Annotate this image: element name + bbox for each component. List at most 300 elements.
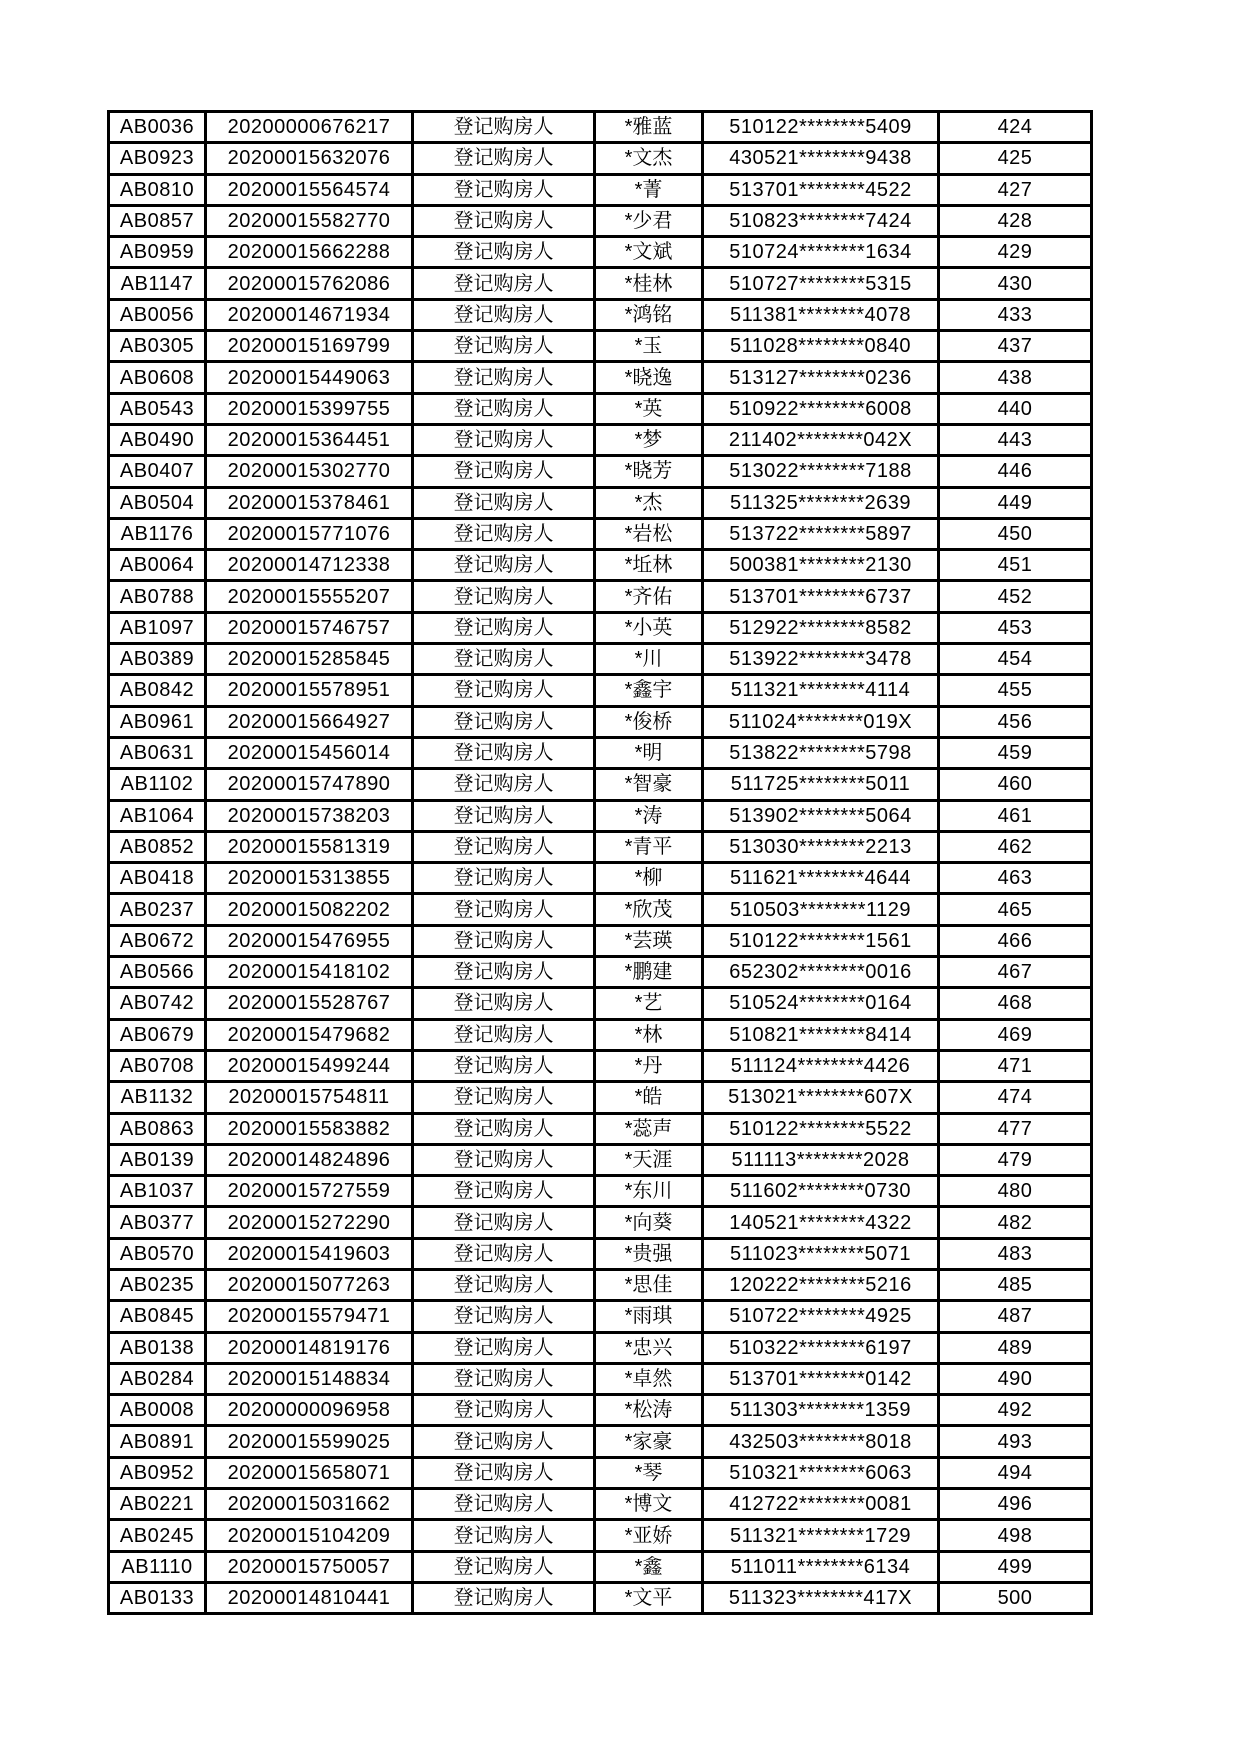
cell-seq: 449 [939,487,1092,518]
cell-type: 登记购房人 [413,581,595,612]
cell-seq: 487 [939,1301,1092,1332]
cell-id_masked: 513822********5798 [703,737,939,768]
table-row [109,487,1092,518]
cell-code: AB0631 [109,737,206,768]
buyer-registration-table [107,110,1093,1615]
cell-id_masked: 511381********4078 [703,299,939,330]
cell-reg_no: 20200015658071 [206,1457,413,1488]
cell-reg_no: 20200015746757 [206,612,413,643]
table-row [109,1457,1092,1488]
cell-name: *芸瑛 [595,925,703,956]
cell-code: AB0863 [109,1113,206,1144]
cell-reg_no: 20200014712338 [206,550,413,581]
cell-code: AB1097 [109,612,206,643]
table-row [109,644,1092,675]
cell-type: 登记购房人 [413,1113,595,1144]
cell-code: AB0418 [109,863,206,894]
cell-type: 登记购房人 [413,737,595,768]
cell-reg_no: 20200015582770 [206,205,413,236]
cell-id_masked: 140521********4322 [703,1207,939,1238]
cell-code: AB0008 [109,1395,206,1426]
cell-type: 登记购房人 [413,675,595,706]
cell-code: AB0504 [109,487,206,518]
cell-type: 登记购房人 [413,1426,595,1457]
cell-name: *鹏建 [595,957,703,988]
cell-type: 登记购房人 [413,112,595,143]
cell-type: 登记购房人 [413,831,595,862]
cell-seq: 443 [939,424,1092,455]
cell-type: 登记购房人 [413,487,595,518]
cell-name: *贵强 [595,1238,703,1269]
cell-code: AB0237 [109,894,206,925]
cell-name: *英 [595,393,703,424]
cell-type: 登记购房人 [413,237,595,268]
cell-type: 登记购房人 [413,1207,595,1238]
cell-id_masked: 510503********1129 [703,894,939,925]
cell-reg_no: 20200014819176 [206,1332,413,1363]
cell-name: *卓然 [595,1363,703,1394]
cell-id_masked: 513701********6737 [703,581,939,612]
cell-type: 登记购房人 [413,1520,595,1551]
cell-type: 登记购房人 [413,1019,595,1050]
cell-id_masked: 510922********6008 [703,393,939,424]
cell-code: AB0570 [109,1238,206,1269]
cell-type: 登记购房人 [413,393,595,424]
cell-seq: 437 [939,331,1092,362]
cell-id_masked: 510727********5315 [703,268,939,299]
cell-name: *智豪 [595,769,703,800]
cell-reg_no: 20200014671934 [206,299,413,330]
cell-id_masked: 510524********0164 [703,988,939,1019]
cell-code: AB0245 [109,1520,206,1551]
cell-type: 登记购房人 [413,800,595,831]
cell-reg_no: 20200015738203 [206,800,413,831]
cell-id_masked: 510322********6197 [703,1332,939,1363]
cell-seq: 485 [939,1269,1092,1300]
cell-type: 登记购房人 [413,174,595,205]
cell-seq: 446 [939,456,1092,487]
cell-reg_no: 20200015578951 [206,675,413,706]
cell-id_masked: 510823********7424 [703,205,939,236]
cell-name: *欣茂 [595,894,703,925]
table-row [109,1520,1092,1551]
cell-name: *博文 [595,1489,703,1520]
cell-seq: 438 [939,362,1092,393]
cell-name: *艺 [595,988,703,1019]
cell-type: 登记购房人 [413,424,595,455]
cell-code: AB0842 [109,675,206,706]
cell-code: AB0679 [109,1019,206,1050]
cell-name: *文平 [595,1582,703,1613]
cell-reg_no: 20200015581319 [206,831,413,862]
cell-type: 登记购房人 [413,1457,595,1488]
cell-id_masked: 513701********4522 [703,174,939,205]
table-row [109,1301,1092,1332]
cell-id_masked: 510122********5409 [703,112,939,143]
cell-name: *文斌 [595,237,703,268]
cell-type: 登记购房人 [413,1363,595,1394]
cell-reg_no: 20200015364451 [206,424,413,455]
cell-name: *鸿铭 [595,299,703,330]
cell-seq: 463 [939,863,1092,894]
cell-seq: 452 [939,581,1092,612]
cell-name: *晓芳 [595,456,703,487]
cell-name: *齐佑 [595,581,703,612]
cell-id_masked: 513722********5897 [703,518,939,549]
cell-name: *川 [595,644,703,675]
cell-seq: 424 [939,112,1092,143]
cell-type: 登记购房人 [413,362,595,393]
cell-id_masked: 510321********6063 [703,1457,939,1488]
cell-id_masked: 511323********417X [703,1582,939,1613]
cell-id_masked: 511321********1729 [703,1520,939,1551]
cell-code: AB0923 [109,143,206,174]
cell-type: 登记购房人 [413,706,595,737]
cell-name: *松涛 [595,1395,703,1426]
cell-code: AB0961 [109,706,206,737]
cell-code: AB0036 [109,112,206,143]
cell-id_masked: 511321********4114 [703,675,939,706]
cell-seq: 499 [939,1551,1092,1582]
table-row [109,1582,1092,1613]
table-row [109,769,1092,800]
cell-type: 登记购房人 [413,1551,595,1582]
cell-id_masked: 513701********0142 [703,1363,939,1394]
cell-reg_no: 20200015169799 [206,331,413,362]
cell-seq: 465 [939,894,1092,925]
cell-reg_no: 20200015104209 [206,1520,413,1551]
cell-reg_no: 20200015579471 [206,1301,413,1332]
table-row [109,988,1092,1019]
cell-code: AB0235 [109,1269,206,1300]
table-row [109,925,1092,956]
table-row [109,205,1092,236]
cell-seq: 490 [939,1363,1092,1394]
cell-type: 登记购房人 [413,1238,595,1269]
cell-type: 登记购房人 [413,205,595,236]
cell-reg_no: 20200015762086 [206,268,413,299]
table-row [109,268,1092,299]
cell-code: AB0138 [109,1332,206,1363]
cell-code: AB0064 [109,550,206,581]
cell-name: *青平 [595,831,703,862]
cell-seq: 477 [939,1113,1092,1144]
cell-code: AB0852 [109,831,206,862]
cell-type: 登记购房人 [413,769,595,800]
table-row [109,1113,1092,1144]
cell-reg_no: 20200015632076 [206,143,413,174]
cell-id_masked: 512922********8582 [703,612,939,643]
cell-seq: 459 [939,737,1092,768]
cell-type: 登记购房人 [413,1050,595,1081]
cell-seq: 460 [939,769,1092,800]
cell-seq: 500 [939,1582,1092,1613]
cell-reg_no: 20200015399755 [206,393,413,424]
cell-seq: 429 [939,237,1092,268]
cell-reg_no: 20200015599025 [206,1426,413,1457]
cell-name: *鑫 [595,1551,703,1582]
cell-id_masked: 510122********5522 [703,1113,939,1144]
cell-reg_no: 20200015555207 [206,581,413,612]
cell-type: 登记购房人 [413,1144,595,1175]
cell-name: *皓 [595,1082,703,1113]
cell-type: 登记购房人 [413,456,595,487]
table-row [109,1050,1092,1081]
cell-type: 登记购房人 [413,988,595,1019]
cell-name: *向葵 [595,1207,703,1238]
cell-id_masked: 211402********042X [703,424,939,455]
table-row [109,706,1092,737]
cell-reg_no: 20200000676217 [206,112,413,143]
table-row [109,675,1092,706]
cell-name: *天涯 [595,1144,703,1175]
table-row [109,612,1092,643]
cell-reg_no: 20200015750057 [206,1551,413,1582]
table-row [109,174,1092,205]
cell-name: *晓逸 [595,362,703,393]
cell-seq: 453 [939,612,1092,643]
cell-code: AB1110 [109,1551,206,1582]
cell-type: 登记购房人 [413,1301,595,1332]
cell-name: *琴 [595,1457,703,1488]
cell-name: *文杰 [595,143,703,174]
cell-seq: 454 [939,644,1092,675]
cell-code: AB0377 [109,1207,206,1238]
cell-reg_no: 20200015449063 [206,362,413,393]
cell-name: *杰 [595,487,703,518]
cell-id_masked: 412722********0081 [703,1489,939,1520]
cell-seq: 462 [939,831,1092,862]
table-row [109,831,1092,862]
table-row [109,393,1092,424]
cell-code: AB0891 [109,1426,206,1457]
cell-name: *俊桥 [595,706,703,737]
cell-code: AB0608 [109,362,206,393]
cell-code: AB1064 [109,800,206,831]
cell-code: AB1037 [109,1176,206,1207]
cell-seq: 482 [939,1207,1092,1238]
cell-type: 登记购房人 [413,1489,595,1520]
cell-code: AB0742 [109,988,206,1019]
cell-seq: 440 [939,393,1092,424]
cell-code: AB1147 [109,268,206,299]
cell-id_masked: 511303********1359 [703,1395,939,1426]
cell-reg_no: 20200015418102 [206,957,413,988]
cell-seq: 492 [939,1395,1092,1426]
table-row [109,1363,1092,1394]
cell-reg_no: 20200015313855 [206,863,413,894]
cell-reg_no: 20200015662288 [206,237,413,268]
buyer-table-body [109,112,1092,1614]
cell-id_masked: 430521********9438 [703,143,939,174]
cell-reg_no: 20200015583882 [206,1113,413,1144]
cell-code: AB0305 [109,331,206,362]
cell-reg_no: 20200015031662 [206,1489,413,1520]
cell-id_masked: 513922********3478 [703,644,939,675]
table-row [109,800,1092,831]
cell-id_masked: 511621********4644 [703,863,939,894]
cell-reg_no: 20200015302770 [206,456,413,487]
table-row [109,1551,1092,1582]
table-row [109,737,1092,768]
cell-seq: 425 [939,143,1092,174]
cell-name: *蕊声 [595,1113,703,1144]
cell-seq: 489 [939,1332,1092,1363]
cell-id_masked: 511725********5011 [703,769,939,800]
cell-name: *涛 [595,800,703,831]
cell-type: 登记购房人 [413,1395,595,1426]
table-row [109,1489,1092,1520]
cell-code: AB0959 [109,237,206,268]
cell-id_masked: 511028********0840 [703,331,939,362]
table-row [109,237,1092,268]
cell-seq: 474 [939,1082,1092,1113]
table-row [109,863,1092,894]
table-row [109,143,1092,174]
cell-seq: 455 [939,675,1092,706]
cell-id_masked: 513127********0236 [703,362,939,393]
cell-type: 登记购房人 [413,143,595,174]
cell-name: *思佳 [595,1269,703,1300]
cell-code: AB0566 [109,957,206,988]
cell-id_masked: 511602********0730 [703,1176,939,1207]
cell-code: AB1102 [109,769,206,800]
cell-reg_no: 20200015456014 [206,737,413,768]
cell-name: *忠兴 [595,1332,703,1363]
cell-name: *雨琪 [595,1301,703,1332]
cell-name: *桂林 [595,268,703,299]
cell-code: AB0708 [109,1050,206,1081]
cell-id_masked: 513902********5064 [703,800,939,831]
table-row [109,1207,1092,1238]
table-row [109,1144,1092,1175]
cell-code: AB0407 [109,456,206,487]
table-row [109,550,1092,581]
cell-type: 登记购房人 [413,957,595,988]
cell-name: *雅蓝 [595,112,703,143]
cell-name: *菁 [595,174,703,205]
cell-reg_no: 20200014824896 [206,1144,413,1175]
cell-type: 登记购房人 [413,863,595,894]
table-row [109,112,1092,143]
table-row [109,581,1092,612]
cell-code: AB0139 [109,1144,206,1175]
cell-type: 登记购房人 [413,268,595,299]
cell-reg_no: 20200015272290 [206,1207,413,1238]
cell-seq: 427 [939,174,1092,205]
cell-name: *林 [595,1019,703,1050]
cell-id_masked: 511024********019X [703,706,939,737]
cell-id_masked: 511023********5071 [703,1238,939,1269]
cell-name: *玉 [595,331,703,362]
cell-id_masked: 513022********7188 [703,456,939,487]
cell-type: 登记购房人 [413,518,595,549]
table-row [109,894,1092,925]
table-row [109,957,1092,988]
cell-type: 登记购房人 [413,1332,595,1363]
cell-type: 登记购房人 [413,644,595,675]
table-row [109,362,1092,393]
cell-seq: 467 [939,957,1092,988]
cell-seq: 461 [939,800,1092,831]
cell-reg_no: 20200015285845 [206,644,413,675]
cell-reg_no: 20200015082202 [206,894,413,925]
cell-id_masked: 511011********6134 [703,1551,939,1582]
cell-id_masked: 511325********2639 [703,487,939,518]
cell-reg_no: 20200015727559 [206,1176,413,1207]
cell-name: *梦 [595,424,703,455]
table-row [109,1426,1092,1457]
cell-reg_no: 20200015378461 [206,487,413,518]
cell-name: *亚娇 [595,1520,703,1551]
cell-code: AB0284 [109,1363,206,1394]
cell-reg_no: 20200015148834 [206,1363,413,1394]
cell-code: AB0221 [109,1489,206,1520]
cell-type: 登记购房人 [413,299,595,330]
cell-reg_no: 20200015747890 [206,769,413,800]
cell-type: 登记购房人 [413,331,595,362]
cell-code: AB0389 [109,644,206,675]
cell-seq: 496 [939,1489,1092,1520]
cell-seq: 466 [939,925,1092,956]
cell-name: *东川 [595,1176,703,1207]
table-row [109,518,1092,549]
table-row [109,1238,1092,1269]
cell-id_masked: 510724********1634 [703,237,939,268]
cell-reg_no: 20200015479682 [206,1019,413,1050]
cell-type: 登记购房人 [413,1269,595,1300]
cell-code: AB0810 [109,174,206,205]
table-row [109,1332,1092,1363]
cell-code: AB0788 [109,581,206,612]
cell-reg_no: 20200015664927 [206,706,413,737]
cell-code: AB1176 [109,518,206,549]
table-row [109,331,1092,362]
cell-id_masked: 511124********4426 [703,1050,939,1081]
cell-type: 登记购房人 [413,1582,595,1613]
cell-seq: 493 [939,1426,1092,1457]
cell-seq: 430 [939,268,1092,299]
cell-reg_no: 20200015499244 [206,1050,413,1081]
cell-type: 登记购房人 [413,1082,595,1113]
cell-type: 登记购房人 [413,1176,595,1207]
cell-reg_no: 20200015564574 [206,174,413,205]
cell-seq: 450 [939,518,1092,549]
cell-id_masked: 500381********2130 [703,550,939,581]
cell-seq: 433 [939,299,1092,330]
cell-name: *岩松 [595,518,703,549]
cell-name: *明 [595,737,703,768]
cell-seq: 479 [939,1144,1092,1175]
table-row [109,456,1092,487]
cell-code: AB1132 [109,1082,206,1113]
cell-name: *少君 [595,205,703,236]
table-row [109,1395,1092,1426]
cell-code: AB0672 [109,925,206,956]
cell-type: 登记购房人 [413,894,595,925]
cell-code: AB0845 [109,1301,206,1332]
cell-code: AB0056 [109,299,206,330]
cell-type: 登记购房人 [413,550,595,581]
cell-id_masked: 510722********4925 [703,1301,939,1332]
table-row [109,1019,1092,1050]
cell-code: AB0490 [109,424,206,455]
cell-reg_no: 20200000096958 [206,1395,413,1426]
cell-name: *家豪 [595,1426,703,1457]
cell-name: *坵林 [595,550,703,581]
cell-id_masked: 510821********8414 [703,1019,939,1050]
cell-seq: 428 [939,205,1092,236]
